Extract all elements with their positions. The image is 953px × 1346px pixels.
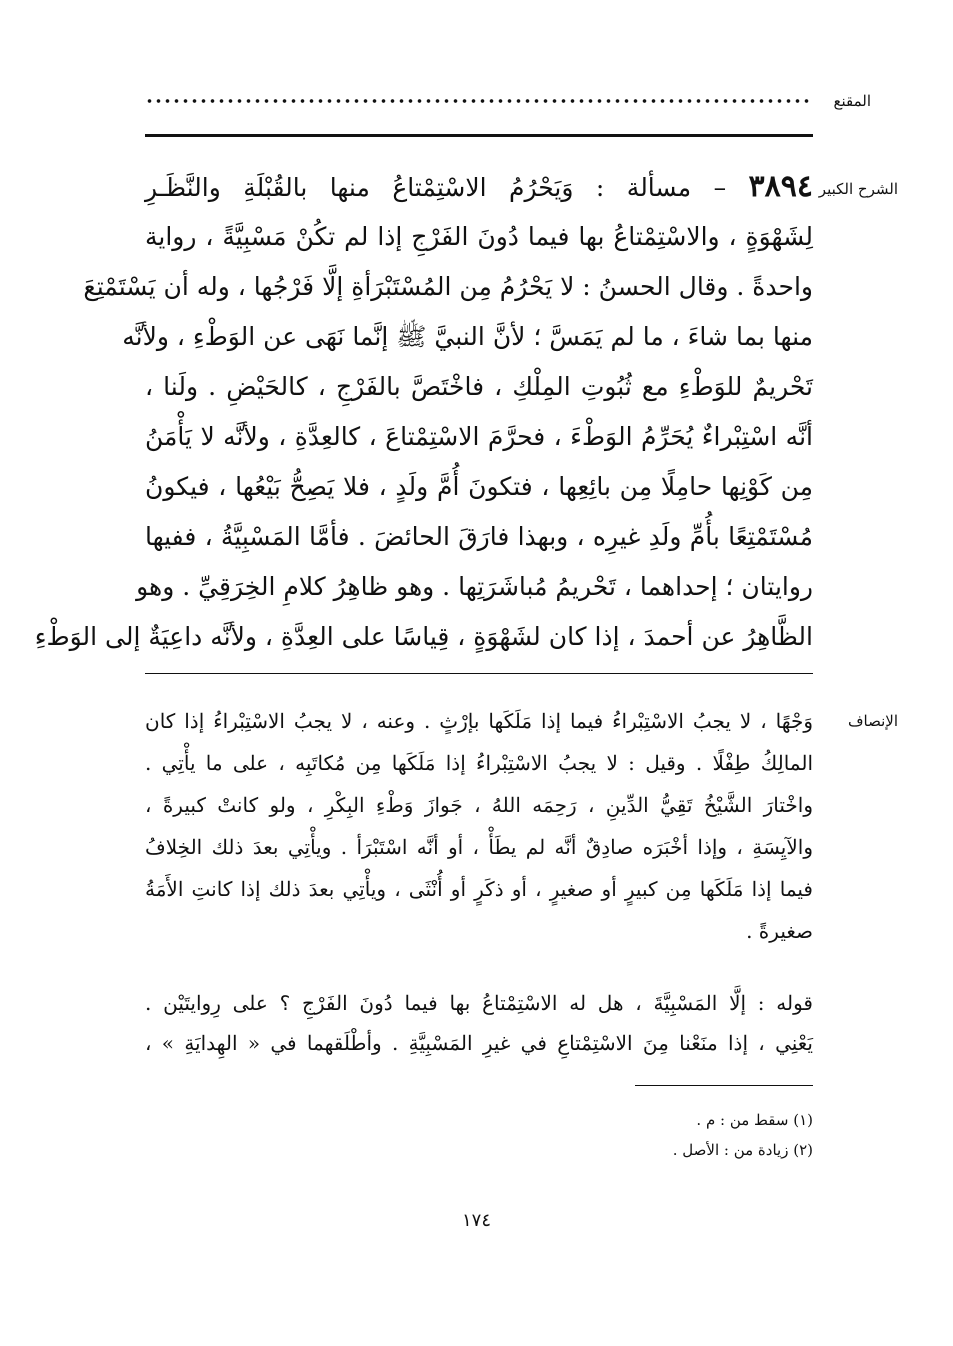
qawl-text-block: [145, 983, 813, 1063]
sharh-line: لِشَهْوَةٍ ، والاسْتِمْتاعُ بها فيما دُونَ الفَرْجِ إذا لم تكُنْ مَسْبِيَّةً ، رواية: [145, 222, 813, 251]
sharh-line: مِن كَوْنِها حامِلًا مِن بائِعِها ، فتكونَ أُمَّ ولَدٍ ، فلا يَصِحُّ بَيْعُها ، فيكونُ: [145, 472, 813, 501]
insaf-text-block: [145, 700, 813, 952]
sharh-line: أنَّه اسْتِبْراءٌ يُحَرِّمُ الوَطْءَ ، فحرَّمَ الاسْتِمْتاعَ ، كالعِدَّةِ ، ولأنَّه لا يَأْمَنُ: [145, 422, 813, 451]
sharh-line: الظَّاهِرُ عن أحمدَ ، إذا كان لشَهْوَةٍ ، قِياسًا على العِدَّةِ ، ولأنَّه داعِيَةٌ إلى الوَطْءِ: [34, 622, 813, 651]
sharh-line: تَحْريمٌ للوَطْءِ مع ثُبُوتِ المِلْكِ ، فاخْتَصَّ بالفَرْجِ ، كالحَيْضِ . ولَنا ،: [145, 372, 813, 401]
qawl-line: قوله : إلَّا المَسْبِيَّةَ ، هل له الاسْتِمْتاعُ بها فيما دُونَ الفَرْجِ ؟ على رِوايتَيْن .: [145, 991, 813, 1015]
insaf-line: وَجْهًا ، لا يجبُ الاسْتِبْراءُ فيما إذا مَلَكَها بإرْثٍ . وعنه ، لا يجبُ الاسْتِبْراءُ إذا كان: [145, 709, 813, 733]
qawl-line: يَعْنِي ، إذا منَعْنا مِنَ الاسْتِمْتاعِ في غيرِ المَسْبِيَّةِ . وأطْلَقهما في « الهِدايَةِ » ،: [145, 1031, 813, 1055]
section-label-insaf: الإنصاف: [847, 712, 898, 730]
insaf-line: فيما إذا مَلَكَها مِن كبيرٍ أو صغيرٍ ، أو ذكَرٍ أو أُنْثَى ، ويأْتِي بعدَ ذلك إذا كانتِ الأَمَةُ: [145, 877, 813, 901]
section-divider: [145, 673, 813, 674]
sharh-line: مُسْتَمْتِعًا بأُمِّ ولَدِ غيرِه ، وبهذا فارَقَ الحائضَ . فأمَّا المَسْبِيَّةُ ، ففيها: [145, 522, 813, 551]
footnote-item: (١) سقط من : م .: [696, 1111, 813, 1129]
header-rule: [145, 134, 813, 137]
sharh-line: ٣٨٩٤ – مسألة : وَيَحْرُمُ الاسْتِمْتاعُ منها بالقُبْلَةِ والنَّظَـرِ: [145, 169, 813, 204]
footnote-item: (٢) زيادة من : الأصل .: [672, 1141, 813, 1159]
footnotes: [673, 1105, 813, 1165]
running-header-title: المقنع: [833, 92, 871, 110]
sharh-text-block: [34, 162, 813, 662]
issue-number: ٣٨٩٤: [748, 169, 813, 204]
insaf-line: المالِكُ طِفْلًا . وقيل : لا يجبُ الاسْتِبْراءُ إذا مَلَكَها مِن مُكاتَبِه ، على ما يأْتِي .: [145, 751, 813, 775]
sharh-line: منها بما شاءَ ، ما لم يَمَسَّ ؛ لأنَّ النبيَّ ﷺ إنَّما نَهَى عن الوَطْءِ ، ولأنَّه: [122, 322, 813, 351]
sharh-line: روايتان ؛ إحداهما ، تَحْريمُ مُباشَرَتِها . وهو ظاهِرُ كلامِ الخِرَقِيِّ . وهو: [136, 572, 813, 601]
insaf-line: واخْتارَ الشَّيْخُ تَقِيُّ الدِّينِ ، رَحِمَه اللهُ ، جَوازَ وَطْءِ البِكْرِ ، ولو كانتْ كبيرةً ،: [145, 793, 813, 817]
sharh-line: واحدةً . وقال الحسنُ : لا يَحْرُمُ مِن المُسْتَبْرَأةِ إلَّا فَرْجُها ، وله أن يَسْتَمْتِعَ: [83, 272, 813, 301]
section-label-sharh: الشرح الكبير: [818, 180, 898, 198]
footnote-rule: [635, 1085, 813, 1086]
header-dotted-leader: [145, 94, 813, 108]
insaf-line: صغيرةً .: [746, 919, 813, 943]
page-number: ١٧٤: [461, 1210, 491, 1231]
insaf-line: والآيِسَةِ ، وإذا أخْبَرَه صادِقٌ أنَّه لم يطَأْ ، أو أنَّه اسْتَبْرَأ . ويأْتِي بعدَ ذلك الخِلافُ: [145, 835, 813, 859]
